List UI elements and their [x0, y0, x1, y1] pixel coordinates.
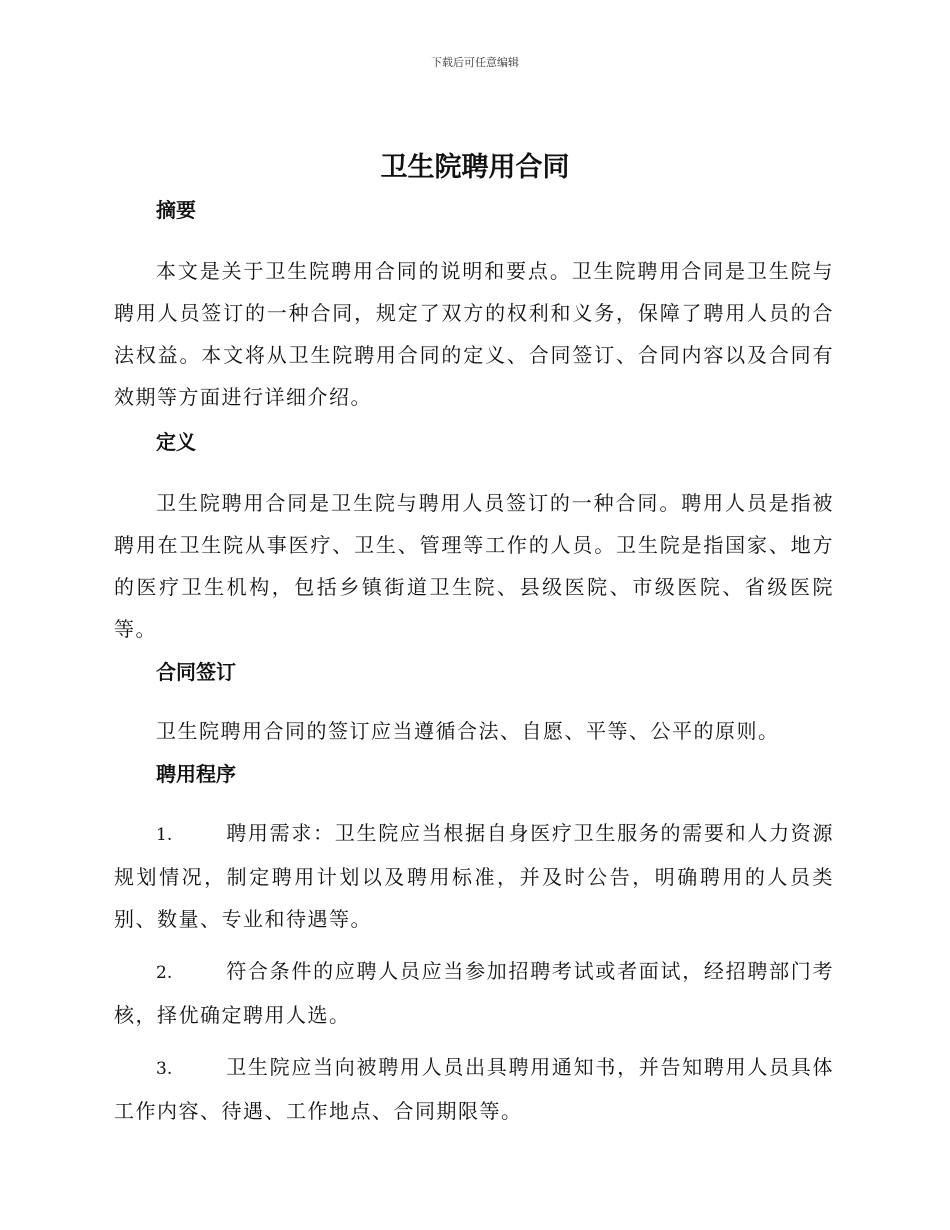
list-item-text: 聘用需求：卫生院应当根据自身医疗卫生服务的需要和人力资源规划情况，制定聘用计划以及聘用标准，并及时公告，明确聘用的人员类别、数量、专业和待遇等。 — [114, 821, 834, 931]
section-heading: 摘要 — [156, 198, 196, 222]
section-hiring-procedure — [114, 760, 834, 1132]
list-item — [114, 1046, 834, 1132]
list-item-number: 2. — [156, 963, 173, 983]
list-item — [114, 812, 834, 940]
section-heading: 聘用程序 — [156, 762, 236, 786]
section-heading: 合同签订 — [156, 660, 236, 684]
section-contract-signing — [114, 658, 834, 752]
section-definition — [114, 428, 834, 650]
list-item — [114, 950, 834, 1036]
document-title: 卫生院聘用合同 — [380, 152, 570, 183]
section-heading: 定义 — [156, 430, 196, 454]
section-paragraph: 本文是关于卫生院聘用合同的说明和要点。卫生院聘用合同是卫生院与聘用人员签订的一种合同，规定了双方的权利和义务，保障了聘用人员的合法权益。本文将从卫生院聘用合同的定义、合同签订、合同内容以及合同有效期等方面进行详细介绍。 — [114, 259, 834, 409]
list-item-number: 3. — [156, 1059, 173, 1079]
section-paragraph: 卫生院聘用合同的签订应当遵循合法、自愿、平等、公平的原则。 — [156, 719, 780, 743]
list-item-number: 1. — [156, 825, 173, 845]
section-abstract — [114, 196, 834, 418]
header-note: 下载后可任意编辑 — [431, 56, 519, 69]
section-paragraph: 卫生院聘用合同是卫生院与聘用人员签订的一种合同。聘用人员是指被聘用在卫生院从事医疗、卫生、管理等工作的人员。卫生院是指国家、地方的医疗卫生机构，包括乡镇街道卫生院、县级医院、市级医院、省级医院等。 — [114, 491, 834, 641]
list-item-text: 符合条件的应聘人员应当参加招聘考试或者面试，经招聘部门考核，择优确定聘用人选。 — [114, 959, 834, 1027]
list-item-text: 卫生院应当向被聘用人员出具聘用通知书，并告知聘用人员具体工作内容、待遇、工作地点、合同期限等。 — [114, 1055, 834, 1123]
